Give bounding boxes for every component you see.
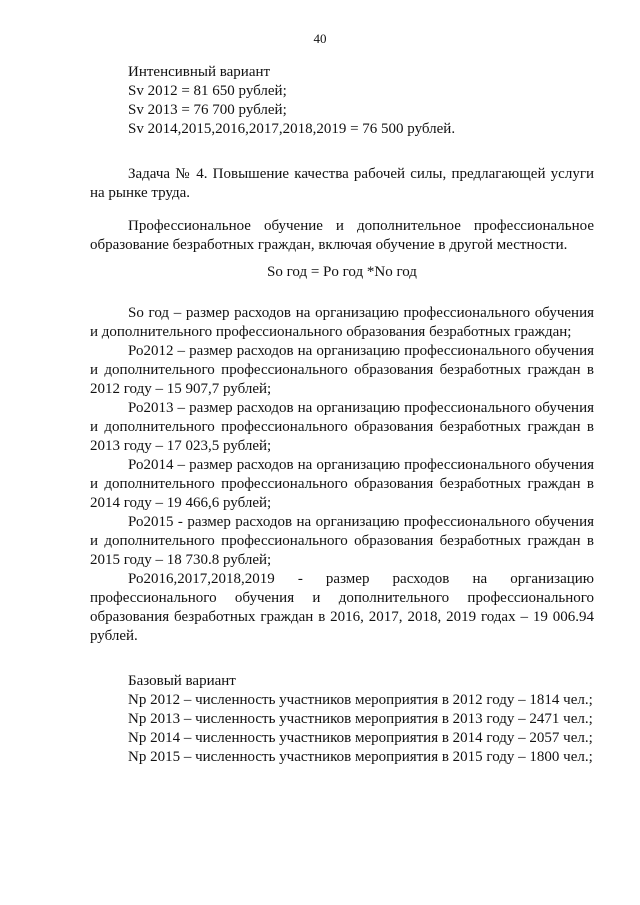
formula: So год = Po год *No год xyxy=(267,264,417,280)
base-variant-title: Базовый вариант xyxy=(128,673,236,689)
np-2014-item: Np 2014 – численность участников мероприятия в 2014 году – 2057 чел.; xyxy=(128,730,593,746)
definition-po2015: Ро2015 - размер расходов на организацию профессионального обучения и дополнительного профессионального образования безработных граждан в 2015 году – 18 730.8 рублей; xyxy=(90,514,594,568)
sv-2013-line: Sv 2013 = 76 700 рублей; xyxy=(128,102,287,118)
page-content xyxy=(90,63,594,767)
definition-so: So год – размер расходов на организацию профессионального обучения и дополнительного профессионального образования безработных граждан; xyxy=(90,305,594,340)
intensive-variant-title: Интенсивный вариант xyxy=(128,64,271,80)
definition-po2014: Ро2014 – размер расходов на организацию профессионального обучения и дополнительного профессионального образования безработных граждан в 2014 году – 19 466,6 рублей; xyxy=(90,457,594,511)
definition-po2016-2019: Ро2016,2017,2018,2019 - размер расходов на организацию профессионального обучения и дополнительного профессионального образования безработных граждан в 2016, 2017, 2018, 2019 годах – 19 006.94 рублей. xyxy=(90,571,594,644)
np-2015-item: Np 2015 – численность участников мероприятия в 2015 году – 1800 чел.; xyxy=(128,749,593,765)
definition-po2012: Ро2012 – размер расходов на организацию профессионального обучения и дополнительного профессионального образования безработных граждан в 2012 году – 15 907,7 рублей; xyxy=(90,343,594,397)
task4-subheading: Профессиональное обучение и дополнительное профессиональное образование безработных граждан, включая обучение в другой местности. xyxy=(90,218,594,253)
definition-po2013: Ро2013 – размер расходов на организацию профессионального обучения и дополнительного профессионального образования безработных граждан в 2013 году – 17 023,5 рублей; xyxy=(90,400,594,454)
sv-2014-2019-line: Sv 2014,2015,2016,2017,2018,2019 = 76 500 рублей. xyxy=(128,121,456,137)
np-2013-item: Np 2013 – численность участников мероприятия в 2013 году – 2471 чел.; xyxy=(128,711,593,727)
task4-heading: Задача № 4. Повышение качества рабочей силы, предлагающей услуги на рынке труда. xyxy=(90,166,594,201)
np-2012-item: Np 2012 – численность участников мероприятия в 2012 году – 1814 чел.; xyxy=(128,692,593,708)
sv-2012-line: Sv 2012 = 81 650 рублей; xyxy=(128,83,287,99)
page-number: 40 xyxy=(313,31,327,46)
